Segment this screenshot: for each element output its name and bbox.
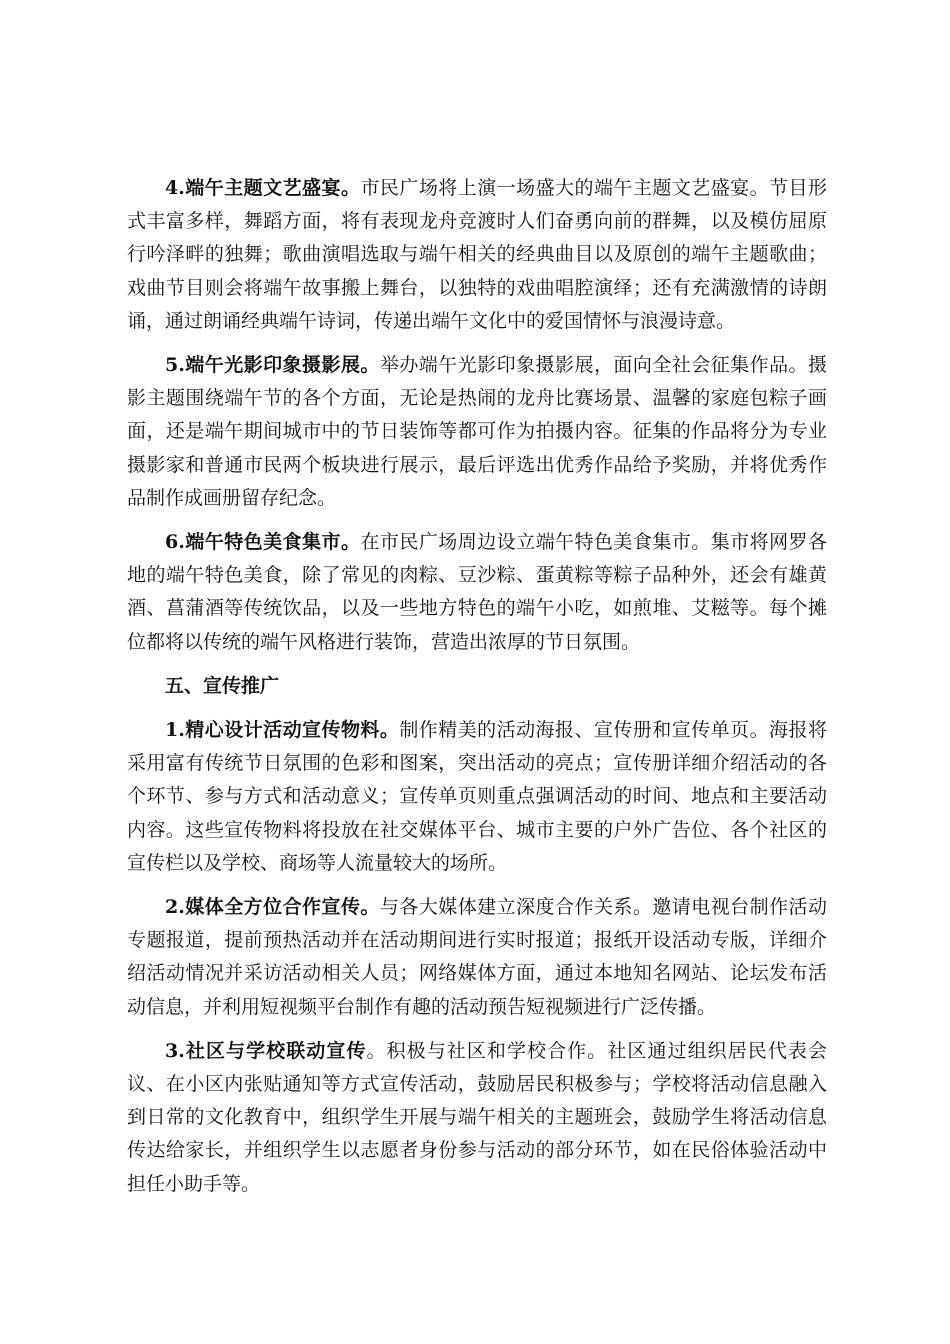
paragraph-promo-materials [127, 714, 827, 880]
paragraph-text: 举办端午光影印象摄影展，面向全社会征集作品。摄影主题围绕端午节的各个方面，无论是热闹的龙舟比赛场景、温馨的家庭包粽子画面，还是端午期间城市中的节日装饰等都可作为拍摄内容。征集的作品将分为专业摄影家和普通市民两个板块进行展示，最后评选出优秀作品给予奖励，并将优秀作品制作成画册留存纪念。 [127, 354, 827, 509]
paragraph-text: 市民广场将上演一场盛大的端午主题文艺盛宴。节目形式丰富多样，舞蹈方面，将有表现龙舟竞渡时人们奋勇向前的群舞，以及模仿屈原行吟泽畔的独舞；歌曲演唱选取与端午相关的经典曲目以及原创的端午主题歌曲；戏曲节目则会将端午故事搬上舞台，以独特的戏曲唱腔演绎；还有充满激情的诗朗诵，通过朗诵经典端午诗词，传递出端午文化中的爱国情怀与浪漫诗意。 [127, 177, 827, 332]
paragraph-community-school [127, 1035, 827, 1201]
paragraph-text: 与各大媒体建立深度合作关系。邀请电视台制作活动专题报道，提前预热活动并在活动期间进行实时报道；报纸开设活动专版，详细介绍活动情况并采访活动相关人员；网络媒体方面，通过本地知名网站、论坛发布活动信息，并利用短视频平台制作有趣的活动预告短视频进行广泛传播。 [127, 896, 827, 1018]
paragraph-text: 制作精美的活动海报、宣传册和宣传单页。海报将采用富有传统节日氛围的色彩和图案，突出活动的亮点；宣传册详细介绍活动的各个环节、参与方式和活动意义；宣传单页则重点强调活动的时间、地点和主要活动内容。这些宣传物料将投放在社交媒体平台、城市主要的户外广告位、各个社区的宣传栏以及学校、商场等人流量较大的场所。 [127, 719, 827, 874]
paragraph-lead: 3.社区与学校联动宣传 [165, 1039, 367, 1062]
paragraph-lead: 2.媒体全方位合作宣传。 [165, 896, 380, 919]
paragraph-cultural-gala [127, 172, 827, 338]
paragraph-photo-exhibition [127, 349, 827, 515]
paragraph-lead: 6.端午特色美食集市。 [165, 531, 361, 554]
paragraph-lead: 1.精心设计活动宣传物料。 [165, 719, 400, 742]
paragraph-food-market [127, 526, 827, 659]
paragraph-text: 。积极与社区和学校合作。社区通过组织居民代表会议、在小区内张贴通知等方式宣传活动，鼓励居民积极参与；学校将活动信息融入到日常的文化教育中，组织学生开展与端午相关的主题班会，鼓励学生将活动信息传达给家长，并组织学生以志愿者身份参与活动的部分环节，如在民俗体验活动中担任小助手等。 [127, 1039, 827, 1195]
paragraph-lead: 5.端午光影印象摄影展。 [165, 354, 380, 377]
document-body [127, 172, 827, 1212]
paragraph-lead: 4.端午主题文艺盛宴。 [165, 177, 361, 199]
paragraph-media-cooperation [127, 891, 827, 1024]
section-heading-promotion: 五、宣传推广 [165, 674, 280, 697]
paragraph-text: 在市民广场周边设立端午特色美食集市。集市将网罗各地的端午特色美食，除了常见的肉粽、豆沙粽、蛋黄粽等粽子品种外，还会有雄黄酒、菖蒲酒等传统饮品，以及一些地方特色的端午小吃，如煎堆、艾糍等。每个摊位都将以传统的端午风格进行装饰，营造出浓厚的节日氛围。 [127, 531, 827, 653]
